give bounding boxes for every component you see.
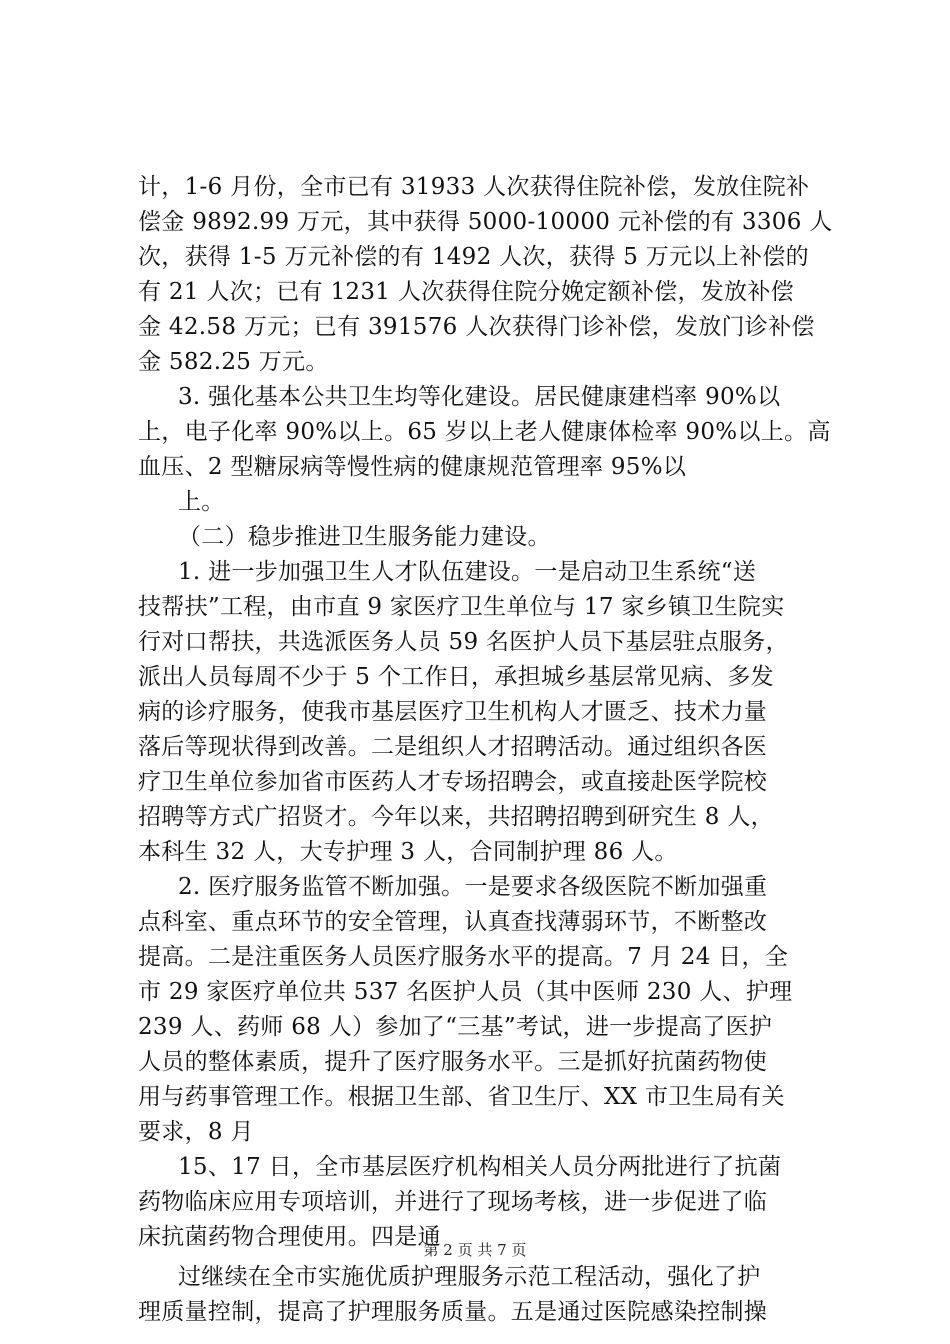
- text-line: 计，1-6 月份，全市已有 31933 人次获得住院补偿，发放住院补: [138, 174, 810, 200]
- text-line: 技帮扶”工程，由市直 9 家医疗卫生单位与 17 家乡镇卫生院实: [138, 594, 785, 620]
- text-line: 病的诊疗服务，使我市基层医疗卫生机构人才匮乏、技术力量: [138, 699, 768, 725]
- text-line: 点科室、重点环节的安全管理，认真查找薄弱环节，不断整改: [138, 909, 768, 935]
- text-line: 1. 进一步加强卫生人才队伍建设。一是启动卫生系统“送: [178, 559, 757, 585]
- text-line: 床抗菌药物合理使用。四是通: [138, 1224, 441, 1250]
- text-line: 血压、2 型糖尿病等慢性病的健康规范管理率 95%以: [138, 454, 687, 480]
- text-line: 要求，8 月: [138, 1119, 254, 1145]
- text-line: 用与药事管理工作。根据卫生部、省卫生厅、XX 市卫生局有关: [138, 1084, 785, 1110]
- text-line: 提高。二是注重医务人员医疗服务水平的提高。7 月 24 日，全: [138, 944, 789, 970]
- text-line: 金 582.25 万元。: [138, 349, 329, 375]
- text-line: 上。: [178, 489, 225, 515]
- text-line: 市 29 家医疗单位共 537 名医护人员（其中医师 230 人、护理: [138, 979, 793, 1005]
- text-line: 15、17 日，全市基层医疗机构相关人员分两批进行了抗菌: [178, 1154, 782, 1180]
- text-line: 2. 医疗服务监管不断加强。一是要求各级医院不断加强重: [178, 874, 768, 900]
- text-line: 偿金 9892.99 万元，其中获得 5000-10000 元补偿的有 3306 人: [138, 209, 833, 235]
- text-line: 本科生 32 人，大专护理 3 人，合同制护理 86 人。: [138, 839, 678, 865]
- text-line: 次，获得 1-5 万元补偿的有 1492 人次，获得 5 万元以上补偿的: [138, 244, 809, 270]
- page-number: 第 2 页 共 7 页: [423, 1241, 527, 1259]
- text-line: 理质量控制，提高了护理服务质量。五是通过医院感染控制操: [138, 1299, 768, 1325]
- text-line: 3. 强化基本公共卫生均等化建设。居民健康建档率 90%以: [178, 384, 781, 410]
- section-heading: （二）稳步推进卫生服务能力建设。: [178, 524, 551, 550]
- text-line: 金 42.58 万元；已有 391576 人次获得门诊补偿，发放门诊补偿: [138, 314, 815, 340]
- text-line: 行对口帮扶，共选派医务人员 59 名医护人员下基层驻点服务，: [138, 629, 789, 655]
- text-line: 239 人、药师 68 人）参加了“三基”考试，进一步提高了医护: [138, 1014, 773, 1040]
- text-line: 招聘等方式广招贤才。今年以来，共招聘招聘到研究生 8 人，: [138, 804, 774, 830]
- text-line: 落后等现状得到改善。二是组织人才招聘活动。通过组织各医: [138, 734, 768, 760]
- text-line: 人员的整体素质，提升了医疗服务水平。三是抓好抗菌药物使: [138, 1049, 768, 1075]
- text-line: 派出人员每周不少于 5 个工作日，承担城乡基层常见病、多发: [138, 664, 774, 690]
- text-line: 有 21 人次；已有 1231 人次获得住院分娩定额补偿，发放补偿: [138, 279, 794, 305]
- text-line: 药物临床应用专项培训，并进行了现场考核，进一步促进了临: [138, 1189, 768, 1215]
- text-line: 过继续在全市实施优质护理服务示范工程活动，强化了护: [178, 1264, 761, 1290]
- text-line: 疗卫生单位参加省市医药人才专场招聘会，或直接赴医学院校: [138, 769, 768, 795]
- text-line: 上，电子化率 90%以上。65 岁以上老人健康体检率 90%以上。高: [138, 419, 831, 445]
